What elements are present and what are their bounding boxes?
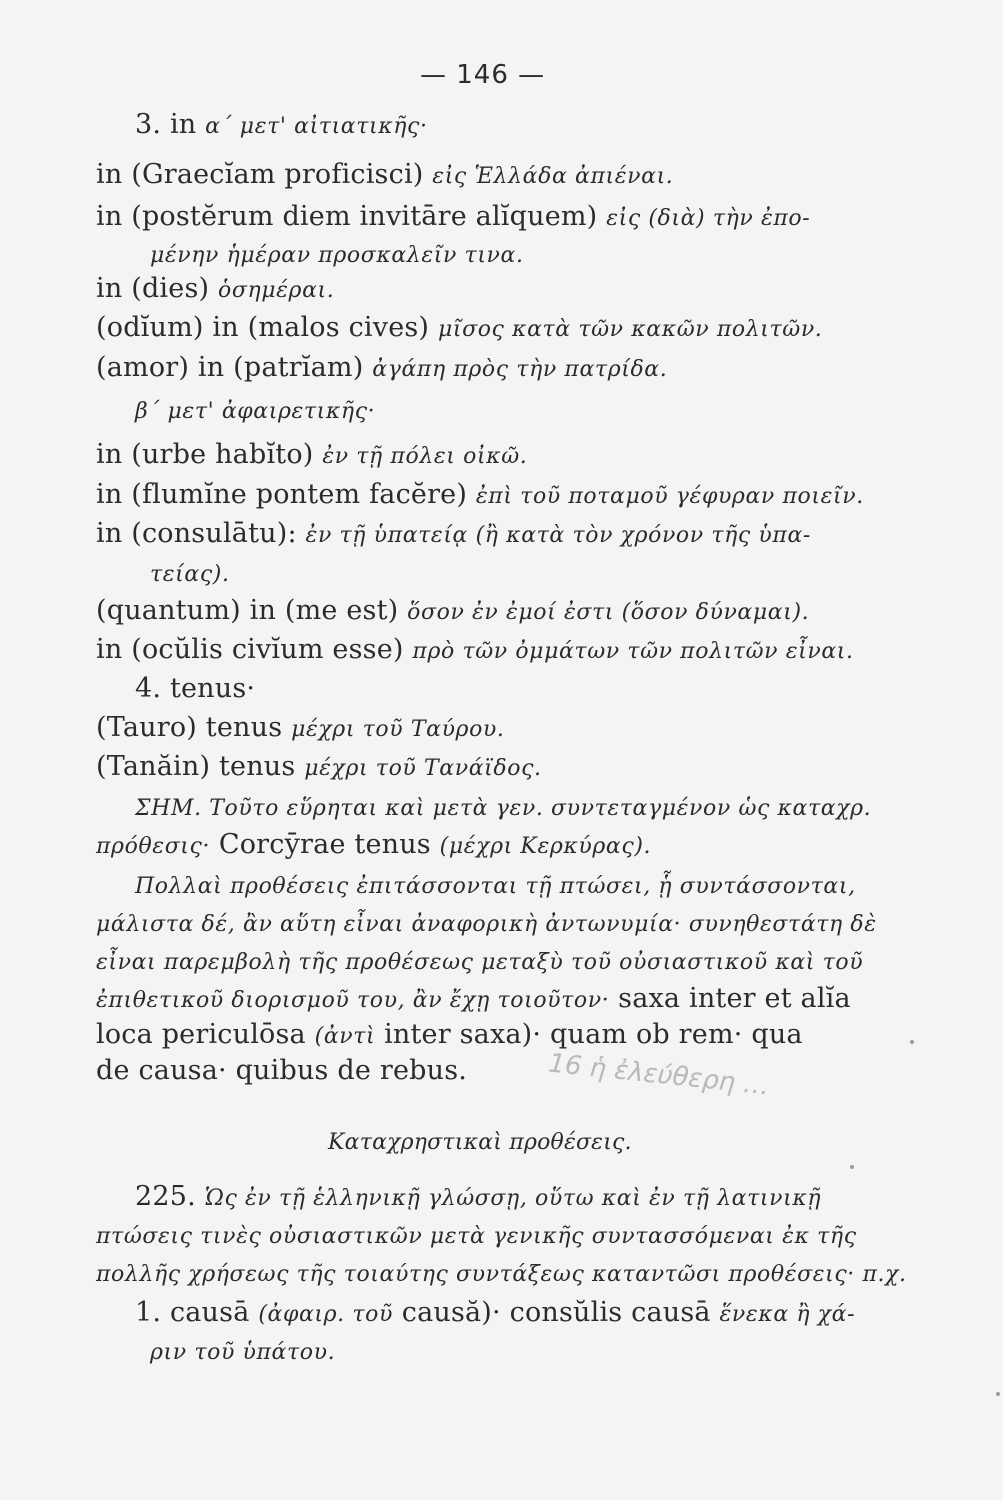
greek-text: α΄ μετ' αἰτιατικῆς·	[205, 114, 428, 139]
greek-text: πολλῆς χρήσεως τῆς τοιαύτης συντάξεως καταντῶσι προθέσεις· π.χ.	[96, 1262, 907, 1287]
greek-text: μέχρι τοῦ Ταύρου.	[291, 717, 505, 742]
text-line	[96, 517, 811, 553]
latin-text: loca periculōsa	[96, 1019, 315, 1050]
greek-text: ὅσον ἐν ἐμοί ἐστι (ὅσον δύναμαι).	[407, 600, 810, 625]
text-line	[96, 594, 809, 630]
text-line	[96, 478, 864, 514]
text-line	[96, 711, 504, 747]
latin-text: in (urbe habĭto)	[96, 439, 323, 470]
greek-text: ριν τοῦ ὑπάτου.	[150, 1340, 336, 1365]
latin-text: in (Graecĭam proficisci)	[96, 159, 433, 190]
text-line	[96, 750, 542, 786]
text-line	[96, 1218, 857, 1254]
greek-text: ὁσημέραι.	[218, 278, 335, 303]
latin-text: consŭlis causā	[509, 1297, 711, 1328]
greek-text: ἐπὶ τοῦ ποταμοῦ γέφυραν ποιεῖν.	[475, 484, 864, 509]
text-line	[96, 944, 863, 980]
text-line	[96, 982, 851, 1018]
pencil-annotation: 16 ἡ ἐλεύθερη …	[547, 1048, 771, 1102]
latin-text: causă)·	[401, 1297, 501, 1328]
text-line	[96, 200, 810, 236]
greek-text: εἰς Ἑλλάδα ἀπιέναι.	[432, 164, 674, 189]
greek-text: Πολλαὶ προθέσεις ἐπιτάσσονται τῇ πτώσει, ᾗ συντάσσονται,	[135, 874, 856, 899]
text-line	[150, 1334, 335, 1370]
text-line	[135, 868, 856, 904]
text-line	[135, 1180, 821, 1216]
greek-text: πτώσεις τινὲς οὐσιαστικῶν μετὰ γενικῆς συντασσόμεναι ἐκ τῆς	[96, 1224, 857, 1249]
greek-text: μῖσος κατὰ τῶν κακῶν πολιτῶν.	[437, 317, 823, 342]
section-number: 225.	[135, 1181, 196, 1212]
subheading	[135, 393, 375, 429]
text-line	[96, 311, 822, 347]
paper-speck	[850, 1165, 854, 1169]
greek-text: εἶναι παρεμβολὴ τῆς προθέσεως μεταξὺ τοῦ οὐσιαστικοῦ καὶ τοῦ	[96, 950, 864, 975]
latin-text: 3. in	[135, 109, 206, 140]
section-heading: Καταχρηστικαὶ προθέσεις.	[328, 1130, 632, 1155]
greek-text: Ὡς ἐν τῇ ἑλληνικῇ γλώσσῃ, οὕτω καὶ ἐν τῇ λατινικῇ	[204, 1186, 822, 1211]
latin-text: in (dies)	[96, 273, 219, 304]
latin-text: 4. tenus·	[135, 673, 256, 704]
greek-text: ἀγάπη πρὸς τὴν πατρίδα.	[372, 357, 668, 382]
text-line	[96, 272, 334, 308]
greek-text: εἰς (διὰ) τὴν ἐπο-	[606, 206, 811, 231]
greek-text: β΄ μετ' ἀφαιρετικῆς·	[135, 399, 376, 424]
latin-text: Corcȳrae tenus	[218, 829, 440, 860]
text-line	[96, 1054, 467, 1088]
latin-text: de causa· quibus de rebus.	[96, 1055, 468, 1086]
paper-speck	[910, 1040, 914, 1044]
text-line	[96, 1018, 803, 1054]
latin-text: in (flumĭne pontem facĕre)	[96, 479, 476, 510]
greek-text: τείας).	[150, 562, 230, 587]
latin-text: in (ocŭlis civĭum esse)	[96, 634, 413, 665]
latin-text: (quantum) in (me est)	[96, 595, 408, 626]
greek-text: ΣΗΜ. Τοῦτο εὕρηται καὶ μετὰ γεν. συντεταγμένον ὡς καταχρ.	[135, 796, 872, 821]
latin-text: (Tanăin) tenus	[96, 751, 305, 782]
text-line	[96, 351, 667, 387]
greek-text: ἕνεκα ἢ χά-	[719, 1302, 856, 1327]
greek-text: μάλιστα δέ, ἂν αὕτη εἶναι ἀναφορικὴ ἀντωνυμία· συνηθεστάτη δὲ	[96, 912, 877, 937]
text-line	[96, 438, 527, 474]
text-line	[96, 828, 651, 864]
text-line	[96, 633, 854, 669]
latin-text: saxa inter et alĭa	[618, 983, 851, 1014]
greek-text: μένην ἡμέραν προσκαλεῖν τινα.	[150, 243, 524, 268]
text-line	[135, 1296, 855, 1332]
greek-text: (ἀφαιρ. τοῦ	[258, 1302, 393, 1327]
greek-text: πρόθεσις·	[96, 834, 211, 859]
latin-text: in (postĕrum diem invitāre alĭquem)	[96, 201, 607, 232]
greek-text: ἐν τῇ ὑπατείᾳ (ἢ κατὰ τὸν χρόνον τῆς ὑπα-	[305, 523, 811, 548]
text-line	[96, 158, 673, 194]
subheading	[135, 672, 255, 706]
greek-text: πρὸ τῶν ὀμμάτων τῶν πολιτῶν εἶναι.	[412, 639, 854, 664]
text-line	[135, 108, 428, 144]
page-number: — 146 —	[420, 60, 546, 90]
greek-text: (μέχρι Κερκύρας).	[439, 834, 652, 859]
note-line	[135, 790, 871, 826]
latin-text: (odĭum) in (malos cives)	[96, 312, 438, 343]
greek-text: ἐν τῇ πόλει οἰκῶ.	[322, 444, 528, 469]
greek-text: (ἀντὶ	[314, 1024, 376, 1049]
text-line	[150, 237, 524, 273]
latin-text: (Tauro) tenus	[96, 712, 292, 743]
latin-text: 1. causā	[135, 1297, 250, 1328]
text-line	[96, 1256, 907, 1292]
latin-text: quam ob rem· qua	[550, 1019, 803, 1050]
latin-text: in (consulātu):	[96, 518, 306, 549]
text-line	[96, 906, 877, 942]
latin-text: inter saxa)·	[384, 1019, 542, 1050]
latin-text: (amor) in (patrĭam)	[96, 352, 373, 383]
paper-speck	[996, 1392, 1000, 1396]
text-line	[150, 556, 230, 592]
greek-text: ἐπιθετικοῦ διορισμοῦ του, ἂν ἔχῃ τοιοῦτον·	[96, 988, 610, 1013]
greek-text: μέχρι τοῦ Τανάϊδος.	[304, 756, 542, 781]
